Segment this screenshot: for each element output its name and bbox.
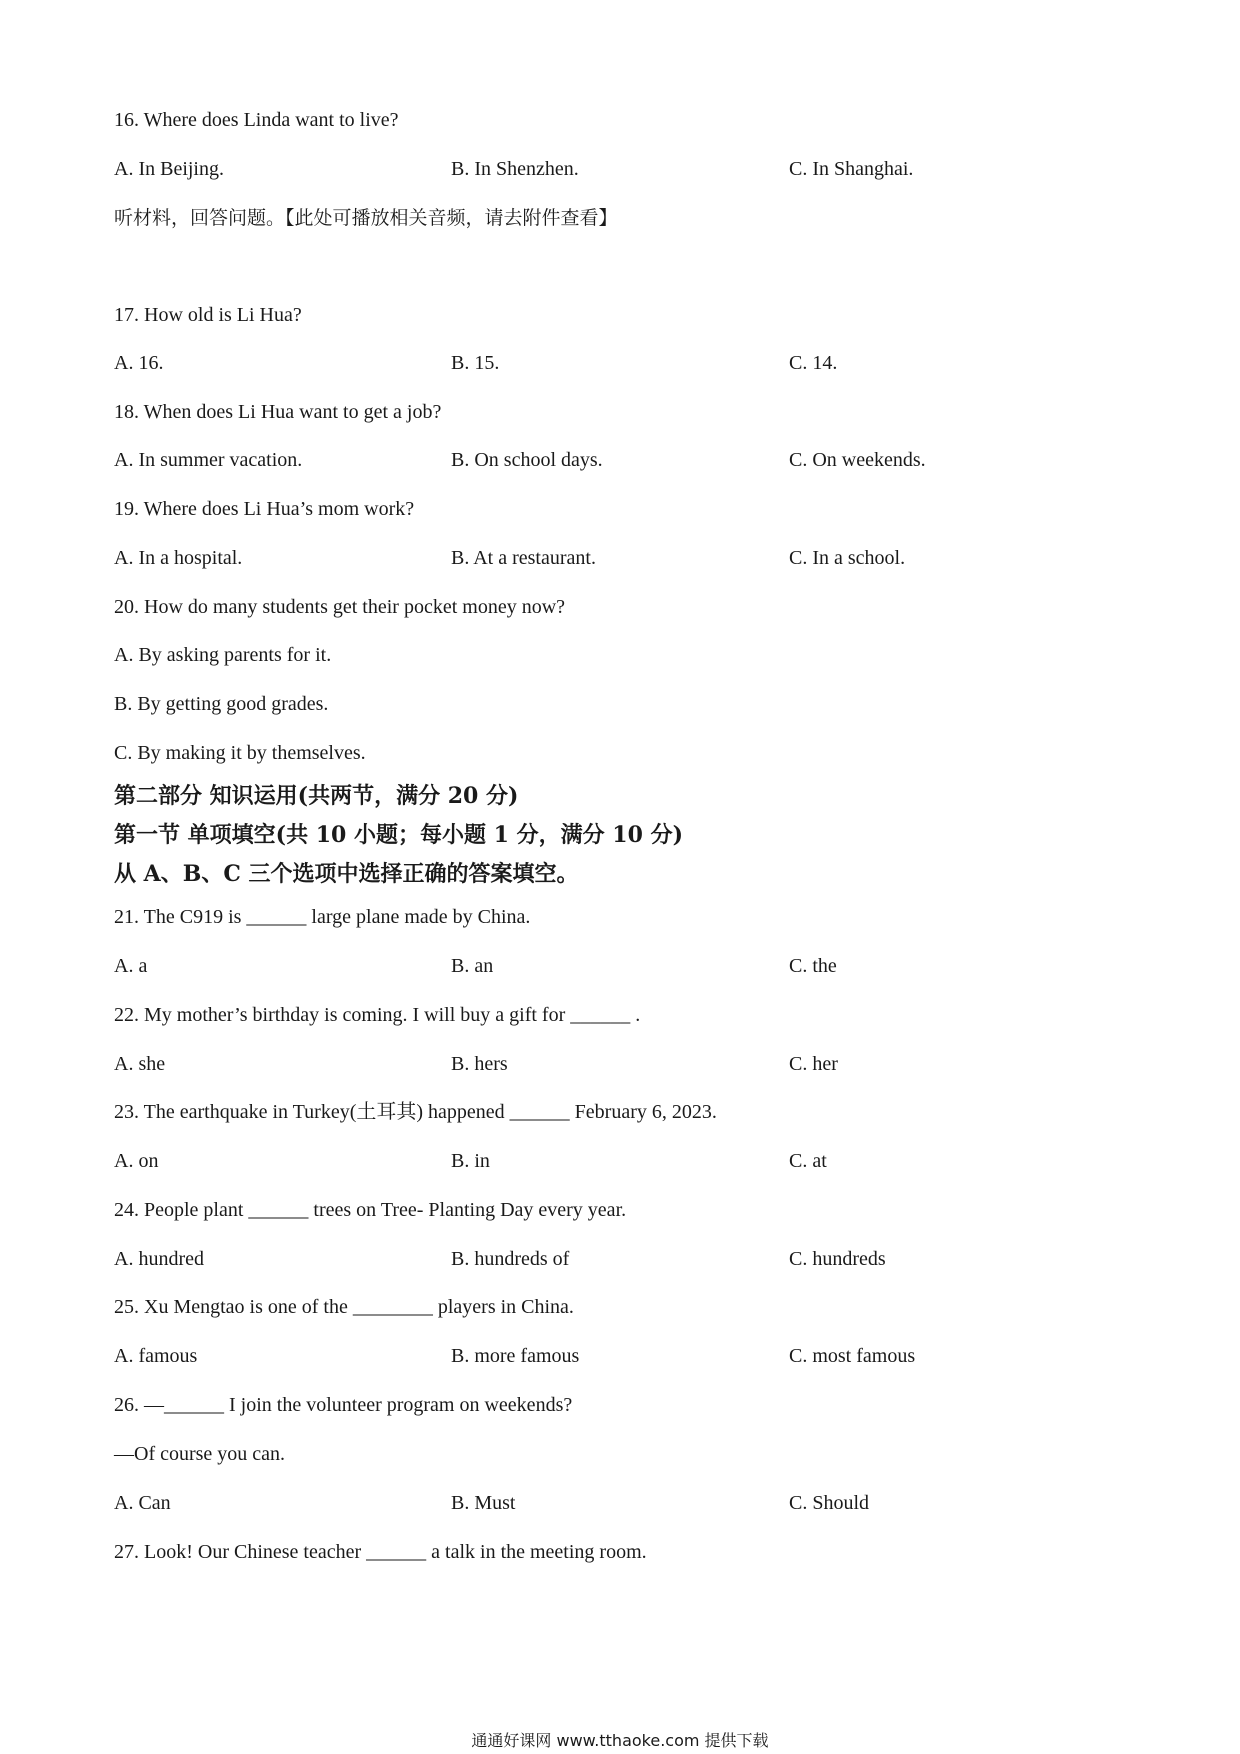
q19-option-c: C. In a school. <box>789 547 906 569</box>
q21-option-c: C. the <box>789 955 837 977</box>
q20-option-c: C. By making it by themselves. <box>114 742 366 764</box>
q22-option-b: B. hers <box>451 1053 508 1075</box>
page-footer: 通通好课网 www.tthaoke.com 提供下载 <box>471 1731 769 1750</box>
q20-option-a: A. By asking parents for it. <box>114 644 332 666</box>
question-16-stem: 16. Where does Linda want to live? <box>114 109 399 131</box>
question-27-stem: 27. Look! Our Chinese teacher ______ a talk in the meeting room. <box>114 1541 647 1563</box>
q23-option-c: C. at <box>789 1150 827 1172</box>
question-24-stem: 24. People plant ______ trees on Tree- Planting Day every year. <box>114 1199 627 1221</box>
question-17-stem: 17. How old is Li Hua? <box>114 304 302 326</box>
q16-option-a: A. In Beijing. <box>114 158 224 180</box>
q21-option-b: B. an <box>451 955 494 977</box>
q25-option-a: A. famous <box>114 1345 198 1367</box>
question-22-stem: 22. My mother’s birthday is coming. I will buy a gift for ______ . <box>114 1004 641 1026</box>
q26-option-b: B. Must <box>451 1492 516 1514</box>
q22-option-c: C. her <box>789 1053 838 1075</box>
q25-option-c: C. most famous <box>789 1345 916 1367</box>
q23-option-a: A. on <box>114 1150 159 1172</box>
q17-option-a: A. 16. <box>114 352 164 374</box>
q19-option-b: B. At a restaurant. <box>451 547 596 569</box>
question-19-stem: 19. Where does Li Hua’s mom work? <box>114 498 415 520</box>
question-26-stem: 26. —______ I join the volunteer program on weekends? <box>114 1394 573 1416</box>
q20-option-b: B. By getting good grades. <box>114 693 329 715</box>
question-21-stem: 21. The C919 is ______ large plane made by China. <box>114 906 531 928</box>
q16-option-b: B. In Shenzhen. <box>451 158 579 180</box>
question-25-stem: 25. Xu Mengtao is one of the ________ players in China. <box>114 1296 574 1318</box>
q18-option-a: A. In summer vacation. <box>114 449 303 471</box>
q18-option-b: B. On school days. <box>451 449 603 471</box>
question-23-stem: 23. The earthquake in Turkey(土耳其) happened ______ February 6, 2023. <box>114 1101 717 1123</box>
q17-option-c: C. 14. <box>789 352 838 374</box>
q24-option-b: B. hundreds of <box>451 1248 570 1270</box>
section1-title: 第一节 单项填空(共 10 小题；每小题 1 分，满分 10 分) <box>114 822 683 848</box>
q18-option-c: C. On weekends. <box>789 449 926 471</box>
q22-option-a: A. she <box>114 1053 166 1075</box>
q24-option-c: C. hundreds <box>789 1248 886 1270</box>
q26-option-c: C. Should <box>789 1492 870 1514</box>
question-26-reply: —Of course you can. <box>114 1443 286 1465</box>
question-20-stem: 20. How do many students get their pocket money now? <box>114 596 566 618</box>
listening-note: 听材料，回答问题。【此处可播放相关音频，请去附件查看】 <box>114 207 618 229</box>
q23-option-b: B. in <box>451 1150 490 1172</box>
q19-option-a: A. In a hospital. <box>114 547 243 569</box>
part2-title: 第二部分 知识运用(共两节，满分 20 分) <box>114 783 519 809</box>
q26-option-a: A. Can <box>114 1492 171 1514</box>
q21-option-a: A. a <box>114 955 148 977</box>
section1-instruction: 从 A、B、C 三个选项中选择正确的答案填空。 <box>114 861 579 887</box>
question-18-stem: 18. When does Li Hua want to get a job? <box>114 401 442 423</box>
q24-option-a: A. hundred <box>114 1248 204 1270</box>
q17-option-b: B. 15. <box>451 352 500 374</box>
q25-option-b: B. more famous <box>451 1345 580 1367</box>
q16-option-c: C. In Shanghai. <box>789 158 914 180</box>
